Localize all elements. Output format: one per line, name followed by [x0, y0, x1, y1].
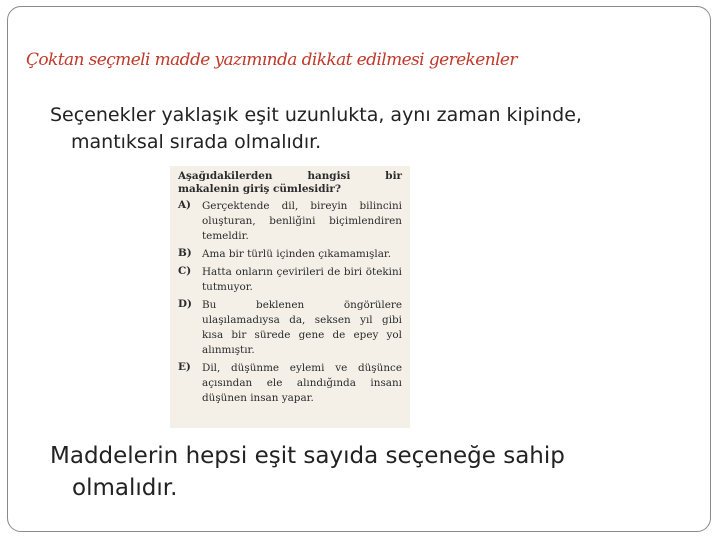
bullet-text-line2: mantıksal sırada olmalıdır. [71, 131, 322, 153]
bullet-equal-options [50, 440, 690, 504]
option-letter: A) [178, 199, 191, 211]
question-stem [178, 170, 402, 196]
sample-question-image [170, 166, 410, 428]
option-text: Dil, düşünme eylemi ve düşünce açısından ele alındığında insanı düşünen insan yapar. [202, 362, 402, 404]
option-text: Hatta onların çevirileri de biri ötekini tutmuyor. [202, 266, 402, 293]
option-e [178, 361, 402, 406]
option-letter: B) [178, 247, 192, 259]
bullet-text-line1: Seçenekler yaklaşık eşit uzunlukta, aynı zaman kipinde, [50, 104, 582, 126]
option-d [178, 298, 402, 358]
slide-title: Çoktan seçmeli madde yazımında dikkat edilmesi gerekenler [26, 50, 517, 70]
bullet-text-line1: Maddelerin hepsi eşit sayıda seçeneğe sahip [50, 443, 565, 469]
option-letter: D) [178, 298, 192, 310]
bullet-options-length [50, 102, 690, 156]
option-letter: E) [178, 361, 191, 373]
option-text: Gerçektende dil, bireyin bilincini oluşturan, benliğini biçimlendiren temeldir. [202, 200, 402, 242]
question-stem-line2: makalenin giriş cümlesidir? [178, 183, 341, 195]
option-a [178, 199, 402, 244]
option-text: Bu beklenen öngörülere ulaşılamadıysa da, seksen yıl gibi kısa bir sürede gene de epey yol alınmıştır. [202, 299, 402, 356]
option-letter: C) [178, 265, 192, 277]
option-c [178, 265, 402, 295]
question-stem-line1: Aşağıdakilerden hangisi bir [178, 170, 402, 182]
option-text: Ama bir türlü içinden çıkamamışlar. [202, 248, 392, 260]
bullet-text-line2: olmalıdır. [72, 475, 178, 501]
option-b [178, 247, 402, 262]
